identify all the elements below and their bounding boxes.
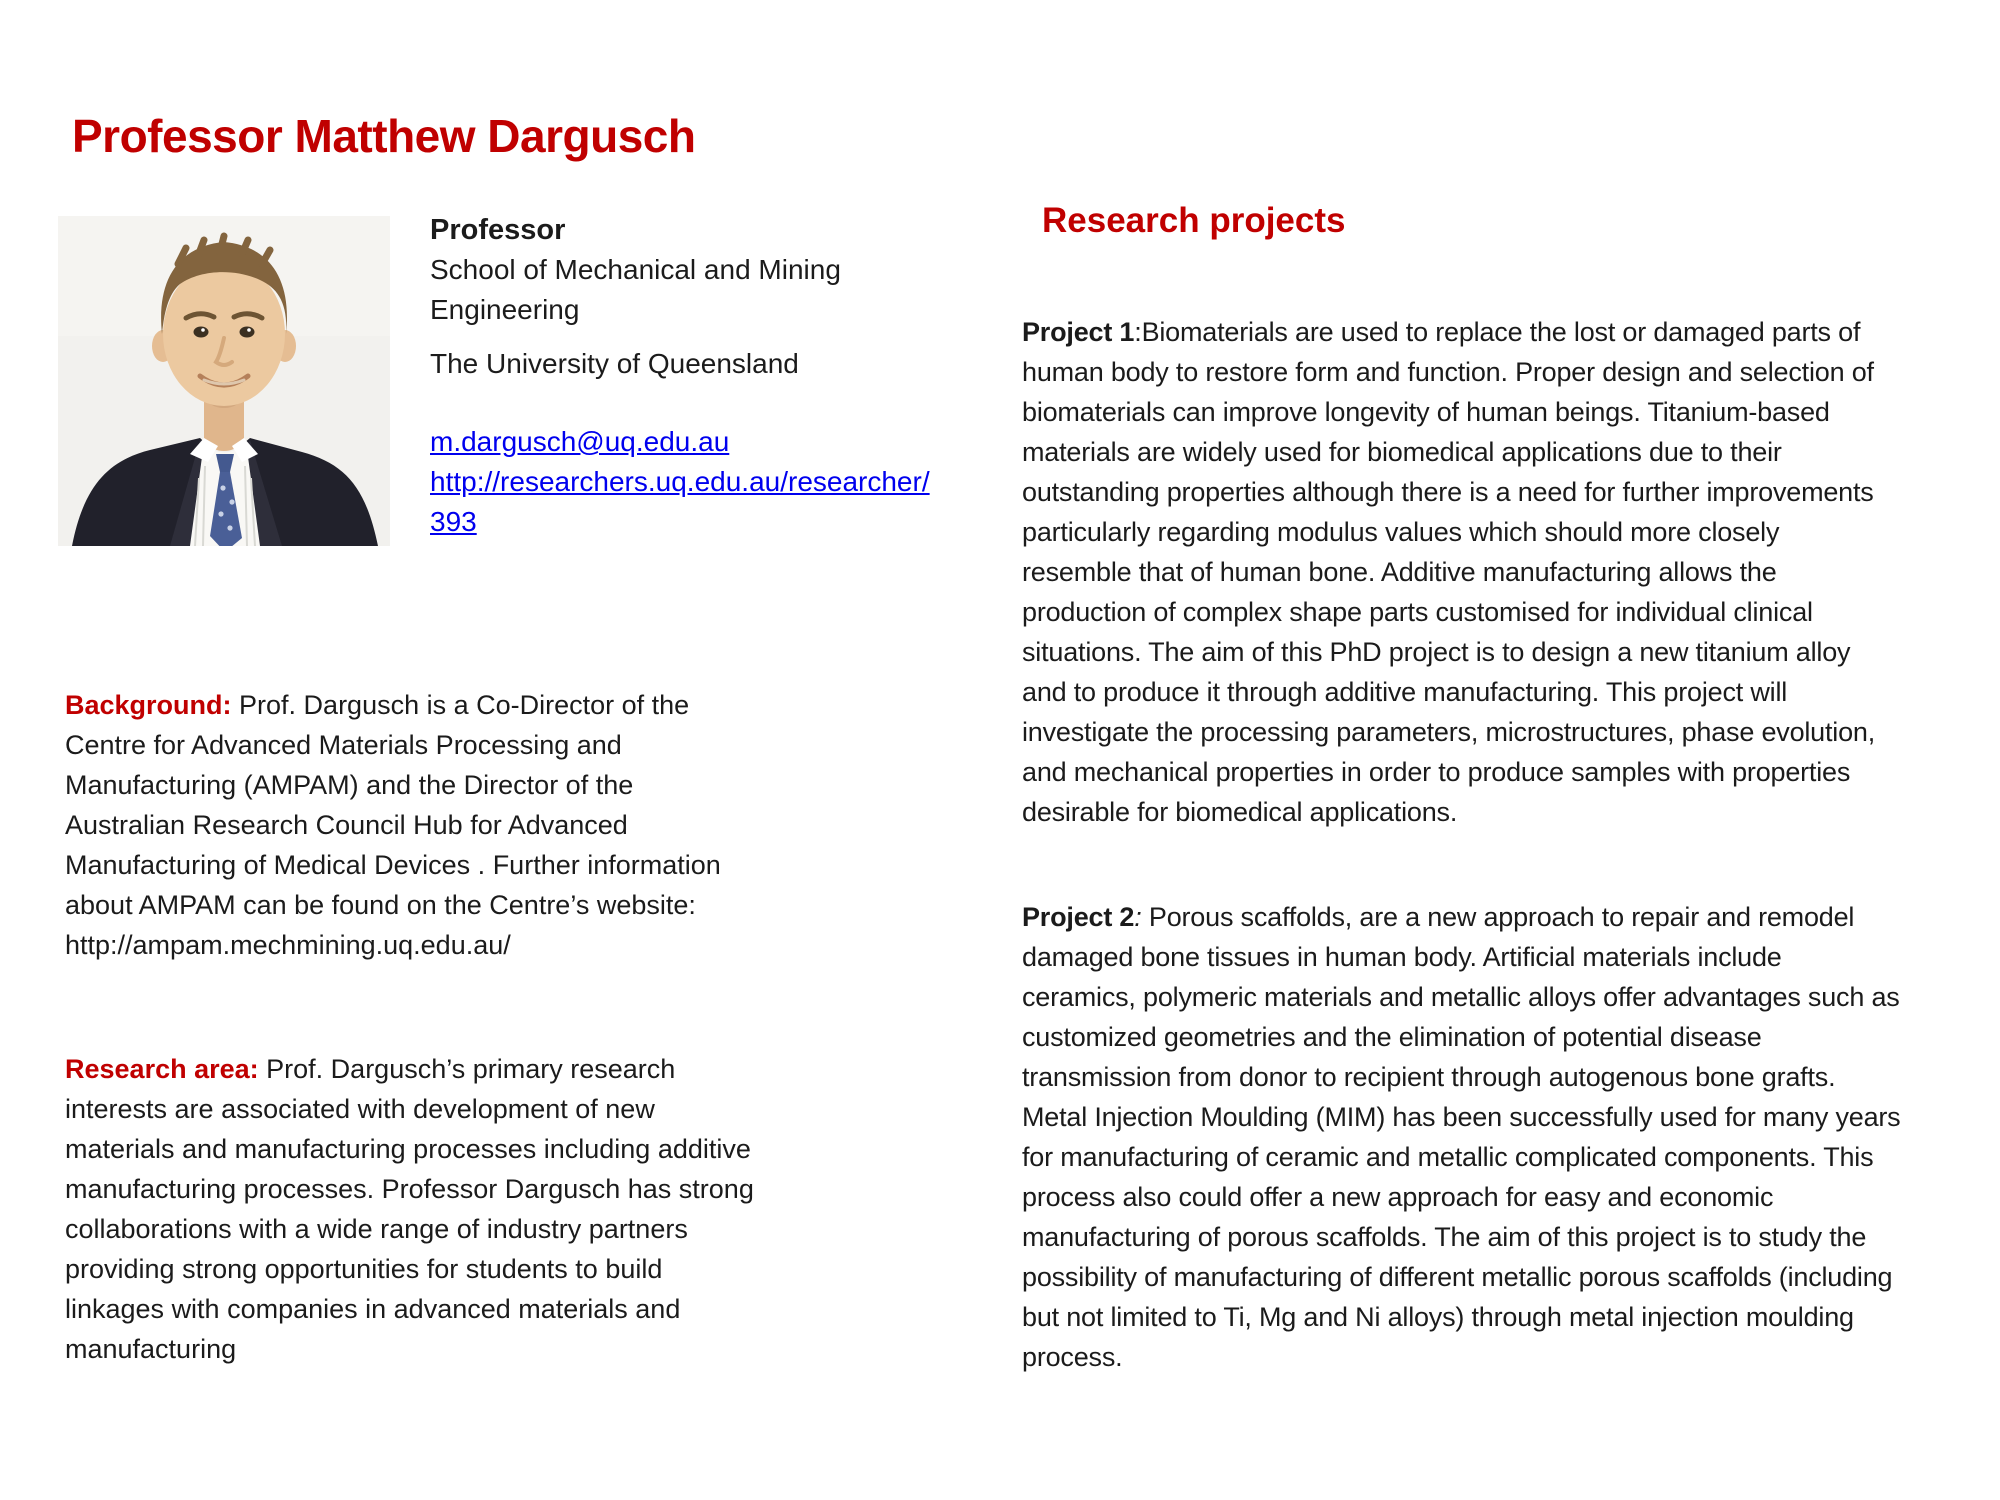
- project-2-text: Porous scaffolds, are a new approach to repair and remodel damaged bone tissues in human body. Artificial materials include ceramics, polymeric materials and metallic alloys offer advantages such as customized geometries and the elimination of potential disease transmission from donor to recipient through autogenous bone grafts. Metal Injection Moulding (MIM) has been successfully used for many years for manufacturing of ceramic and metallic complicated components. This process also could offer a new approach for easy and economic manufacturing of porous scaffolds. The aim of this project is to study the possibility of manufacturing of different metallic porous scaffolds (including but not limited to Ti, Mg and Ni alloys) through metal injection moulding process.: [1022, 902, 1901, 1372]
- page-title: Professor Matthew Dargusch: [72, 109, 696, 162]
- research-area-text: Prof. Dargusch’s primary research interests are associated with development of new materials and manufacturing processes including additive manufacturing processes. Professor Dargusch has strong collaborations with a wide range of industry partners providing strong opportunities for students to build linkages with companies in advanced materials and manufacturing: [65, 1054, 754, 1364]
- background-label: Background:: [65, 690, 232, 720]
- project-1-separator: :: [1134, 317, 1142, 347]
- profile-links: [430, 422, 930, 542]
- professor-photo: [58, 216, 390, 546]
- background-text: Prof. Dargusch is a Co-Director of the Centre for Advanced Materials Processing and Manufacturing (AMPAM) and the Director of the Australian Research Council Hub for Advanced Manufacturing of Medical Devices . Further information about AMPAM can be found on the Centre’s website: http://ampam.mechmining.uq.edu.au/: [65, 690, 721, 960]
- email-link[interactable]: m.dargusch@uq.edu.au: [430, 426, 730, 457]
- profile-school: School of Mechanical and Mining Engineering: [430, 254, 841, 325]
- project-1-text: Biomaterials are used to replace the lost or damaged parts of human body to restore form and function. Proper design and selection of biomaterials can improve longevity of human beings. Titanium-based materials are widely used for biomedical applications due to their outstanding properties although there is a need for further improvements particularly regarding modulus values which should more closely resemble that of human bone. Additive manufacturing allows the production of complex shape parts customised for individual clinical situations. The aim of this PhD project is to design a new titanium alloy and to produce it through additive manufacturing. This project will investigate the processing parameters, microstructures, phase evolution, and mechanical properties in order to produce samples with properties desirable for biomedical applications.: [1022, 317, 1876, 827]
- profile-info: [430, 210, 930, 542]
- project-2-label: Project 2: [1022, 902, 1135, 932]
- project-2-paragraph: [1022, 897, 1902, 1377]
- project-1-label: Project 1: [1022, 317, 1135, 347]
- researcher-profile-link[interactable]: http://researchers.uq.edu.au/researcher/393: [430, 466, 930, 537]
- profile-position: Professor: [430, 214, 566, 246]
- profile-university: The University of Queensland: [430, 348, 799, 379]
- research-area-paragraph: [65, 1049, 755, 1369]
- background-paragraph: [65, 685, 755, 965]
- project-1-paragraph: [1022, 312, 1892, 832]
- project-2-separator: :: [1134, 902, 1142, 932]
- research-area-label: Research area:: [65, 1054, 259, 1084]
- research-projects-heading: Research projects: [1042, 201, 1346, 241]
